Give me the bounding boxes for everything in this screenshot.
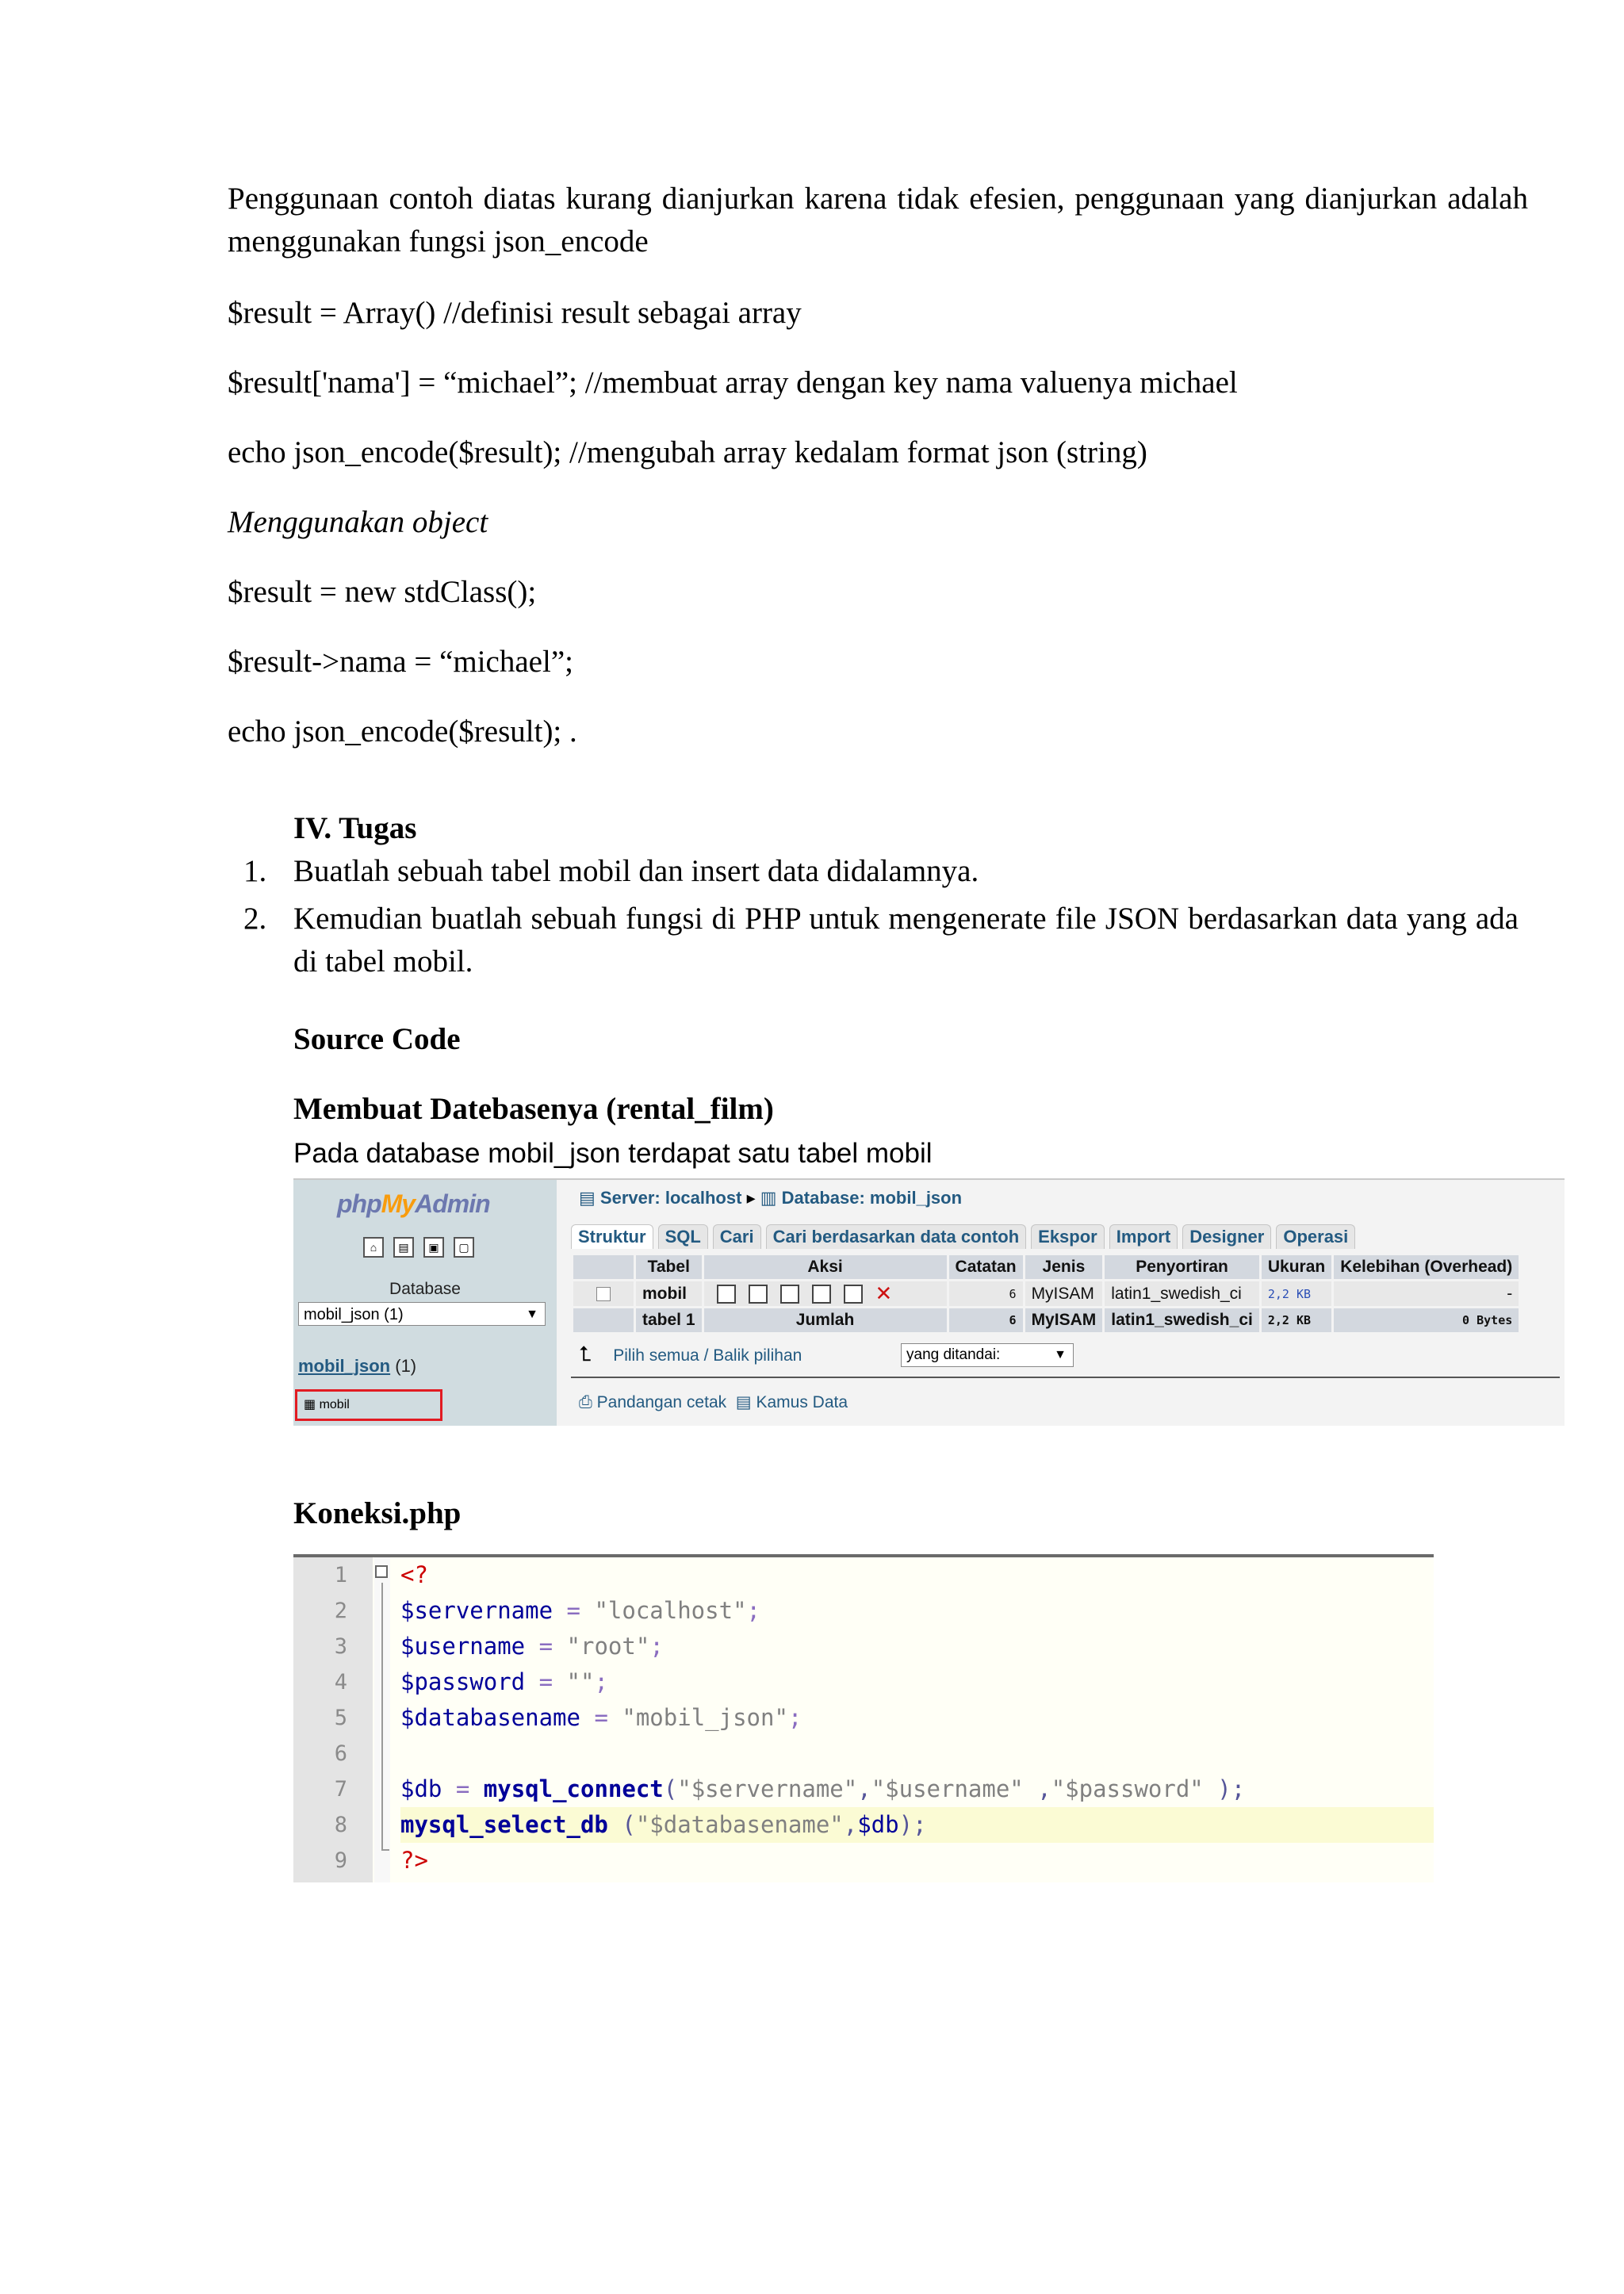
sql-icon[interactable]: ▤ bbox=[393, 1237, 414, 1258]
summary-count: 6 bbox=[949, 1308, 1023, 1332]
tab-operasi[interactable]: Operasi bbox=[1276, 1224, 1355, 1249]
line-number: 9 bbox=[334, 1848, 347, 1873]
pma-sidebar-icons bbox=[363, 1237, 474, 1258]
drop-icon[interactable]: ✕ bbox=[875, 1281, 893, 1305]
code-line-7: $db = mysql_connect("$servername","$username" ,"$password" ); bbox=[400, 1775, 1246, 1802]
phpmyadmin-screenshot bbox=[293, 1178, 1565, 1426]
object-line-new: $result = new stdClass(); bbox=[228, 575, 537, 609]
chevron-down-icon: ▼ bbox=[526, 1308, 538, 1321]
check-all-link[interactable]: Pilih semua / Balik pilihan bbox=[613, 1346, 802, 1365]
row-count: 6 bbox=[949, 1281, 1023, 1306]
code-line-8: mysql_select_db ("$databasename",$db); bbox=[400, 1807, 1434, 1843]
summary-label: tabel 1 bbox=[636, 1308, 702, 1332]
code-line-2: $servername = "localhost"; bbox=[400, 1597, 760, 1624]
line-number: 8 bbox=[334, 1813, 347, 1837]
tab-query-by-example[interactable]: Cari berdasarkan data contoh bbox=[766, 1224, 1027, 1249]
dictionary-icon: ▤ bbox=[735, 1393, 752, 1411]
data-dictionary-link[interactable]: Kamus Data bbox=[756, 1393, 848, 1411]
intro-paragraph: Penggunaan contoh diatas kurang dianjurkan karena tidak efesien, penggunaan yang dianjurkan adalah menggunakan fungsi json_encode bbox=[228, 182, 1528, 259]
tables-grid bbox=[571, 1253, 1521, 1335]
tab-import[interactable]: Import bbox=[1109, 1224, 1178, 1249]
database-select[interactable]: mobil_json (1) ▼ bbox=[298, 1302, 546, 1326]
summary-engine: MyISAM bbox=[1025, 1308, 1103, 1332]
line-number: 7 bbox=[334, 1777, 347, 1802]
summary-size: 2,2 KB bbox=[1262, 1308, 1331, 1332]
source-code-heading: Source Code bbox=[293, 1022, 461, 1056]
database-icon: ▥ bbox=[760, 1188, 777, 1208]
code-line-3: $username = "root"; bbox=[400, 1633, 664, 1660]
col-tabel[interactable]: Tabel bbox=[636, 1255, 702, 1279]
col-penyortiran[interactable]: Penyortiran bbox=[1105, 1255, 1259, 1279]
row-engine: MyISAM bbox=[1025, 1281, 1103, 1306]
tab-sql[interactable]: SQL bbox=[658, 1224, 708, 1249]
row-overhead: - bbox=[1334, 1281, 1519, 1306]
tab-cari[interactable]: Cari bbox=[713, 1224, 761, 1249]
pma-logo: phpMyAdmin bbox=[337, 1189, 490, 1218]
breadcrumb: ▤ Server: localhost ▸ ▥ Database: mobil_json bbox=[579, 1188, 963, 1208]
query-icon[interactable]: ▣ bbox=[423, 1237, 444, 1258]
docs-icon[interactable]: ▢ bbox=[454, 1237, 474, 1258]
section-number: IV. bbox=[293, 811, 332, 845]
col-jenis[interactable]: Jenis bbox=[1025, 1255, 1103, 1279]
insert-icon[interactable] bbox=[812, 1285, 831, 1304]
search-icon[interactable] bbox=[780, 1285, 799, 1304]
pma-main bbox=[557, 1180, 1565, 1426]
task-number: 1. bbox=[243, 854, 267, 888]
tab-struktur[interactable]: Struktur bbox=[571, 1224, 653, 1249]
structure-icon[interactable] bbox=[749, 1285, 768, 1304]
table-name-link[interactable]: mobil bbox=[636, 1281, 702, 1306]
tab-ekspor[interactable]: Ekspor bbox=[1031, 1224, 1105, 1249]
sidebar-table-mobil[interactable]: ▦ mobil bbox=[295, 1389, 442, 1421]
check-all-row bbox=[579, 1342, 802, 1367]
pma-footer bbox=[579, 1392, 848, 1412]
row-collation: latin1_swedish_ci bbox=[1105, 1281, 1259, 1306]
breadcrumb-server[interactable]: Server: localhost bbox=[599, 1188, 742, 1208]
database-label: Database bbox=[389, 1280, 461, 1298]
line-number: 2 bbox=[334, 1599, 347, 1623]
col-catatan[interactable]: Catatan bbox=[949, 1255, 1023, 1279]
row-checkbox[interactable] bbox=[596, 1287, 611, 1301]
object-line-echo: echo json_encode($result); . bbox=[228, 714, 577, 749]
line-number: 3 bbox=[334, 1634, 347, 1659]
code-line-9: ?> bbox=[400, 1847, 428, 1874]
col-ukuran[interactable]: Ukuran bbox=[1262, 1255, 1331, 1279]
code-line-5: $databasename = "mobil_json"; bbox=[400, 1704, 802, 1731]
code-line-assign: $result['nama'] = “michael”; //membuat array dengan key nama valuenya michael bbox=[228, 366, 1238, 400]
print-icon: ⎙ bbox=[579, 1393, 592, 1411]
code-editor bbox=[293, 1554, 1434, 1882]
with-selected-dropdown[interactable]: yang ditandai: ▼ bbox=[901, 1343, 1074, 1367]
line-number: 5 bbox=[334, 1706, 347, 1730]
col-overhead[interactable]: Kelebihan (Overhead) bbox=[1334, 1255, 1519, 1279]
summary-collation: latin1_swedish_ci bbox=[1105, 1308, 1259, 1332]
table-row bbox=[573, 1281, 1519, 1306]
code-line-1: <? bbox=[400, 1561, 428, 1588]
code-line-array: $result = Array() //definisi result sebagai array bbox=[228, 296, 802, 330]
object-heading: Menggunakan object bbox=[228, 505, 488, 539]
breadcrumb-database[interactable]: Database: mobil_json bbox=[781, 1188, 963, 1208]
browse-icon[interactable] bbox=[717, 1285, 736, 1304]
line-number: 1 bbox=[334, 1563, 347, 1587]
section-title: Tugas bbox=[339, 811, 417, 845]
home-icon[interactable]: ⌂ bbox=[363, 1237, 384, 1258]
col-aksi: Aksi bbox=[704, 1255, 947, 1279]
line-number: 4 bbox=[334, 1670, 347, 1695]
code-line-echo: echo json_encode($result); //mengubah array kedalam format json (string) bbox=[228, 435, 1147, 469]
fold-toggle-icon[interactable] bbox=[375, 1565, 388, 1578]
row-size[interactable]: 2,2 KB bbox=[1262, 1281, 1331, 1306]
table-summary-row bbox=[573, 1308, 1519, 1332]
chevron-down-icon: ▼ bbox=[1054, 1348, 1067, 1361]
pma-sidebar bbox=[293, 1180, 557, 1426]
task-text: Buatlah sebuah tabel mobil dan insert data didalamnya. bbox=[293, 854, 979, 888]
summary-aksi: Jumlah bbox=[704, 1308, 947, 1332]
summary-overhead: 0 Bytes bbox=[1334, 1308, 1519, 1332]
database-heading: Membuat Datebasenya (rental_film) bbox=[293, 1092, 774, 1126]
tab-designer[interactable]: Designer bbox=[1182, 1224, 1271, 1249]
database-link[interactable]: mobil_json (1) bbox=[298, 1356, 417, 1376]
koneksi-heading: Koneksi.php bbox=[293, 1496, 462, 1530]
arrow-up-left-icon: ⮤ bbox=[579, 1342, 592, 1365]
line-number: 6 bbox=[334, 1741, 347, 1766]
tab-bar bbox=[571, 1224, 1355, 1249]
print-view-link[interactable]: Pandangan cetak bbox=[596, 1393, 727, 1411]
empty-icon[interactable] bbox=[844, 1285, 863, 1304]
database-caption: Pada database mobil_json terdapat satu tabel mobil bbox=[293, 1138, 933, 1169]
server-icon: ▤ bbox=[579, 1188, 596, 1208]
table-icon: ▦ bbox=[304, 1398, 316, 1411]
object-line-assign: $result->nama = “michael”; bbox=[228, 645, 573, 679]
code-line-4: $password = ""; bbox=[400, 1668, 608, 1695]
task-number: 2. bbox=[243, 902, 267, 936]
task-text: Kemudian buatlah sebuah fungsi di PHP untuk mengenerate file JSON berdasarkan data yang ada di tabel mobil. bbox=[293, 902, 1519, 978]
divider bbox=[571, 1377, 1560, 1378]
section-heading bbox=[293, 809, 416, 848]
